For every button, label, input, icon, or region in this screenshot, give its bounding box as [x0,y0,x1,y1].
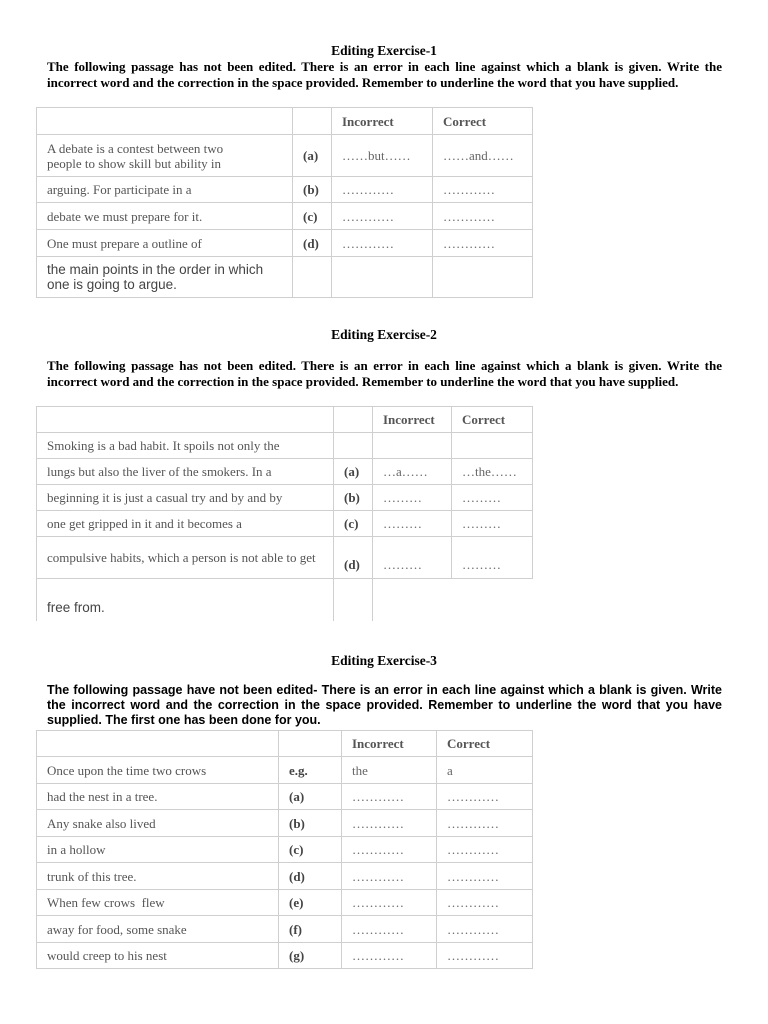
incorrect-answer[interactable]: ………… [342,837,437,863]
correct-answer[interactable]: ……and…… [433,135,533,177]
exercise-2-instructions: The following passage has not been edited. There is an error in each line against which a blank is given. Write the incorrect word and the correction in the space provided. Remember to underline the word that you have supplied. [47,358,722,389]
incorrect-answer[interactable]: ………… [342,890,437,916]
passage-line: debate we must prepare for it. [37,203,293,230]
table-row [37,537,533,579]
line-label: (b) [293,177,332,203]
correct-answer[interactable]: ……… [452,537,533,579]
table-header-row [37,108,533,135]
line-label: (d) [334,537,373,579]
incorrect-answer[interactable]: ……… [373,511,452,537]
passage-line: beginning it is just a casual try and by and by [37,485,334,511]
passage-line: Any snake also lived [37,810,279,837]
line-label: (d) [279,863,342,890]
passage-line: A debate is a contest between two people to show skill but ability in [37,135,293,177]
correct-answer [452,433,533,459]
exercise-1-table [36,107,533,298]
line-label: (e) [279,890,342,916]
table-row [37,177,533,203]
correct-answer[interactable]: ………… [437,890,533,916]
exercise-2-table [36,406,533,621]
table-row [37,943,533,969]
table-row [37,837,533,863]
line-label: (d) [293,230,332,257]
incorrect-answer[interactable]: ………… [342,916,437,943]
line-label: (a) [293,135,332,177]
incorrect-answer[interactable]: ……but…… [332,135,433,177]
passage-line: free from. [37,579,334,621]
incorrect-answer[interactable]: ……… [373,537,452,579]
correct-answer[interactable]: ………… [437,916,533,943]
line-label: (c) [293,203,332,230]
correct-answer[interactable]: ………… [437,837,533,863]
incorrect-answer[interactable]: ……… [373,485,452,511]
passage-line: one get gripped in it and it becomes a [37,511,334,537]
passage-line: When few crows flew [37,890,279,916]
passage-line: had the nest in a tree. [37,784,279,810]
line-label [293,257,332,298]
incorrect-answer[interactable]: ………… [332,203,433,230]
line-label: (b) [334,485,373,511]
line-label: (g) [279,943,342,969]
exercise-1-instructions: The following passage has not been edited. There is an error in each line against which a blank is given. Write the incorrect word and the correction in the space provided. Remember to underline the word that you have supplied. [47,59,722,90]
passage-line: Once upon the time two crows [37,757,279,784]
passage-line: away for food, some snake [37,916,279,943]
passage-line: Smoking is a bad habit. It spoils not only the [37,433,334,459]
correct-answer[interactable]: ………… [437,863,533,890]
table-row [37,485,533,511]
correct-answer[interactable]: ……… [452,511,533,537]
table-row [37,203,533,230]
table-row [37,230,533,257]
table-header-row [37,731,533,757]
line-label: e.g. [279,757,342,784]
passage-line: lungs but also the liver of the smokers. In a [37,459,334,485]
header-incorrect: Incorrect [373,407,452,433]
header-incorrect: Incorrect [342,731,437,757]
exercise-3-instructions: The following passage have not been edited- There is an error in each line against which a blank is given. Write the incorrect word and the correction in the space provided. Remember to underline the word that you have supplied. The first one has been done for you. [47,683,722,727]
correct-answer[interactable]: ………… [437,943,533,969]
correct-answer[interactable]: ……… [452,485,533,511]
incorrect-answer[interactable]: …a…… [373,459,452,485]
line-label [334,433,373,459]
table-row [37,916,533,943]
passage-line: trunk of this tree. [37,863,279,890]
header-correct: Correct [433,108,533,135]
table-row [37,433,533,459]
incorrect-answer[interactable]: ………… [332,177,433,203]
exercise-2-title: Editing Exercise-2 [331,327,437,342]
incorrect-answer: the [342,757,437,784]
incorrect-answer[interactable]: ………… [342,943,437,969]
table-row [37,863,533,890]
header-correct: Correct [452,407,533,433]
incorrect-answer[interactable]: ………… [332,230,433,257]
table-row [37,810,533,837]
incorrect-answer[interactable]: ………… [342,784,437,810]
correct-answer[interactable]: ………… [433,203,533,230]
exercise-1-title: Editing Exercise-1 [331,43,437,58]
line-label: (f) [279,916,342,943]
correct-answer: a [437,757,533,784]
line-label: (a) [279,784,342,810]
passage-line: in a hollow [37,837,279,863]
passage-line: compulsive habits, which a person is not able to get [37,537,334,579]
header-incorrect: Incorrect [332,108,433,135]
table-row [37,459,533,485]
exercise-3-title: Editing Exercise-3 [331,653,437,668]
line-label: (c) [279,837,342,863]
line-label [334,579,373,621]
table-row [37,757,533,784]
line-label: (a) [334,459,373,485]
passage-line: the main points in the order in which one is going to argue. [37,257,293,298]
passage-line: One must prepare a outline of [37,230,293,257]
line-label: (c) [334,511,373,537]
incorrect-answer[interactable]: ………… [342,810,437,837]
correct-answer[interactable]: …the…… [452,459,533,485]
line-label: (b) [279,810,342,837]
correct-answer[interactable]: ………… [437,810,533,837]
incorrect-answer [332,257,433,298]
correct-answer [433,257,533,298]
table-row [37,135,533,177]
table-header-row [37,407,533,433]
incorrect-answer[interactable]: ………… [342,863,437,890]
table-row [37,579,533,621]
correct-answer[interactable]: ………… [433,230,533,257]
table-row [37,784,533,810]
passage-line: arguing. For participate in a [37,177,293,203]
table-row [37,257,533,298]
table-row [37,890,533,916]
table-row [37,511,533,537]
correct-answer[interactable]: ………… [433,177,533,203]
passage-line: would creep to his nest [37,943,279,969]
header-correct: Correct [437,731,533,757]
correct-answer[interactable]: ………… [437,784,533,810]
incorrect-answer [373,433,452,459]
exercise-3-table [36,730,533,969]
